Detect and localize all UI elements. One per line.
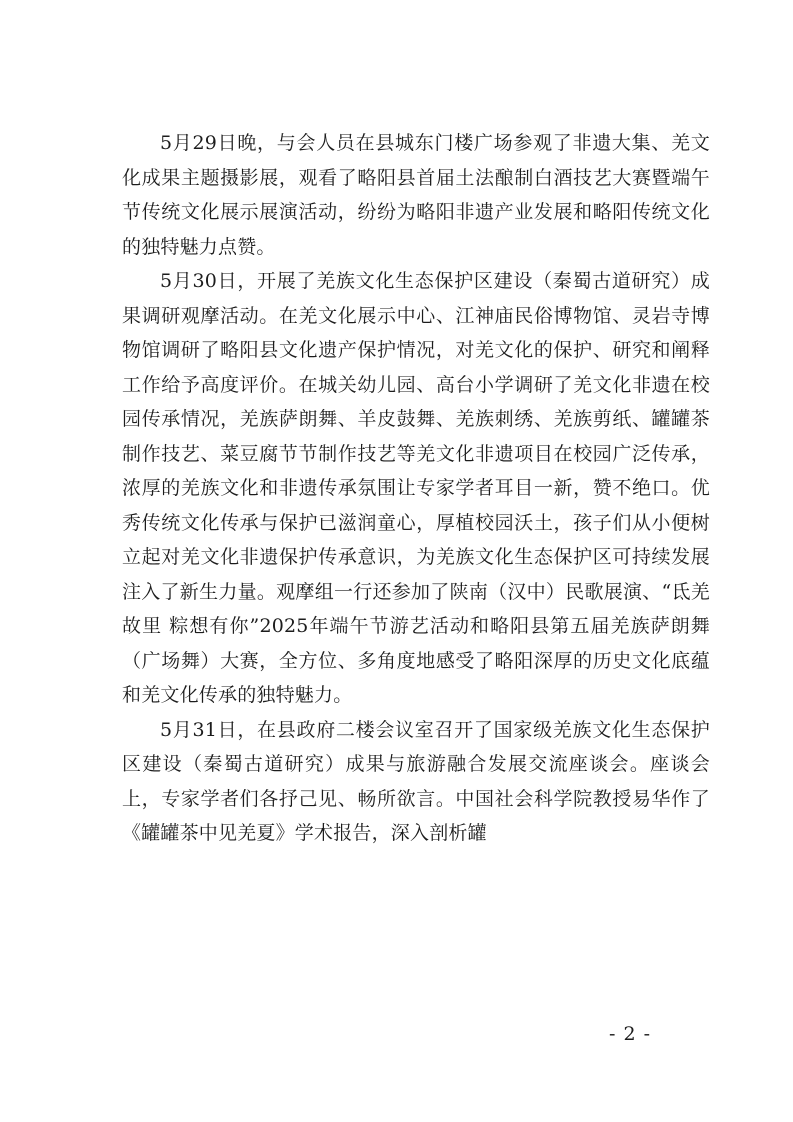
paragraph-may-29: 5月29日晚，与会人员在县城东门楼广场参观了非遗大集、羌文化成果主题摄影展，观看了略阳县首届土法酿制白酒技艺大赛暨端午节传统文化展示展演活动，纷纷为略阳非遗产业发展和略阳传统文化的独特魅力点赞。 [122, 132, 710, 258]
paragraph-may-30: 5月30日，开展了羌族文化生态保护区建设（秦蜀古道研究）成果调研观摩活动。在羌文化展示中心、江神庙民俗博物馆、灵岩寺博物馆调研了略阳县文化遗产保护情况，对羌文化的保护、研究和阐释工作给予高度评价。在城关幼儿园、高台小学调研了羌文化非遗在校园传承情况，羌族萨朗舞、羊皮鼓舞、羌族刺绣、羌族剪纸、罐罐茶制作技艺、菜豆腐节节制作技艺等羌文化非遗项目在校园广泛传承，浓厚的羌族文化和非遗传承氛围让专家学者耳目一新，赞不绝口。优秀传统文化传承与保护已滋润童心，厚植校园沃土，孩子们从小便树立起对羌文化非遗保护传承意识，为羌族文化生态保护区可持续发展注入了新生力量。观摩组一行还参加了陕南（汉中）民歌展演、“氐羌故里 粽想有你”2025年端午节游艺活动和略阳县第五届羌族萨朗舞（广场舞）大赛，全方位、多角度地感受了略阳深厚的历史文化底蕴和羌文化传承的独特魅力。 [122, 270, 710, 706]
paragraph-may-31: 5月31日，在县政府二楼会议室召开了国家级羌族文化生态保护区建设（秦蜀古道研究）成果与旅游融合发展交流座谈会。座谈会上，专家学者们各抒己见、畅所欲言。中国社会科学院教授易华作了《罐罐茶中见羌夏》学术报告，深入剖析罐 [122, 718, 710, 844]
document-body [122, 126, 710, 851]
page-number: - 2 - [608, 1023, 651, 1045]
